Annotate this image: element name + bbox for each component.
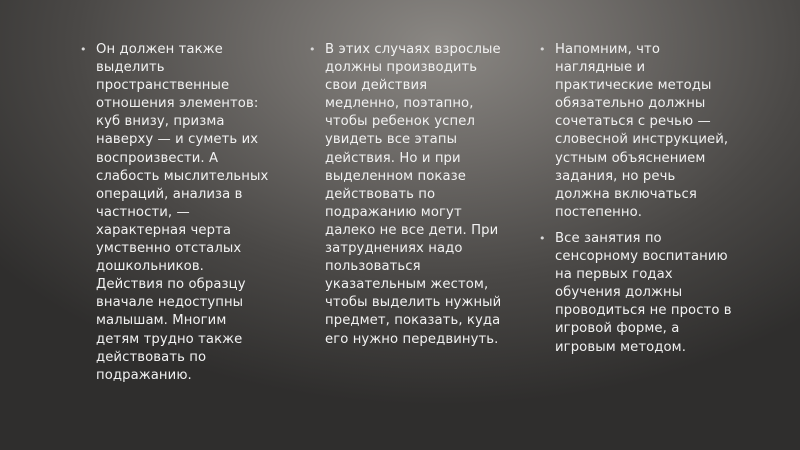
bullet-icon: • [309,43,316,56]
text-column-left [80,41,270,393]
bullet-item [80,41,270,385]
bullet-item [539,41,734,222]
text-column-middle [309,41,504,357]
bullet-text: В этих случаях взрослые должны производить свои действия медленно, поэтапно, чтобы ребенок успел увидеть все этапы действия. Но и при выделенном показе действовать по подражанию могут далеко не все дети. При затруднениях надо пользоваться указательным жестом, чтобы выделить нужный предмет, показать, куда его нужно передвинуть. [325,42,502,347]
bullet-icon: • [80,43,87,56]
bullet-icon: • [539,43,546,56]
bullet-text: Напомним, что наглядные и практические методы обязательно должны сочетаться с речью — словесной инструкцией, устным объяснением задания, но речь должна включаться постепенно. [555,42,729,220]
bullet-item [309,41,504,349]
bullet-item [539,230,734,357]
text-column-right [539,41,734,365]
bullet-text: Он должен также выделить пространственные отношения элементов: куб внизу, призма наверху — и суметь их воспроизвести. А слабость мыслительных операций, анализа в частности, — характерная черта умственно отсталых дошкольников. Действия по образцу вначале недоступны малышам. Многим детям трудно также действовать по подражанию. [96,42,269,383]
bullet-icon: • [539,231,546,245]
bullet-text: Все занятия по сенсорному воспитанию на первых годах обучения должны проводиться не просто в игровой форме, а игровым методом. [555,230,732,355]
